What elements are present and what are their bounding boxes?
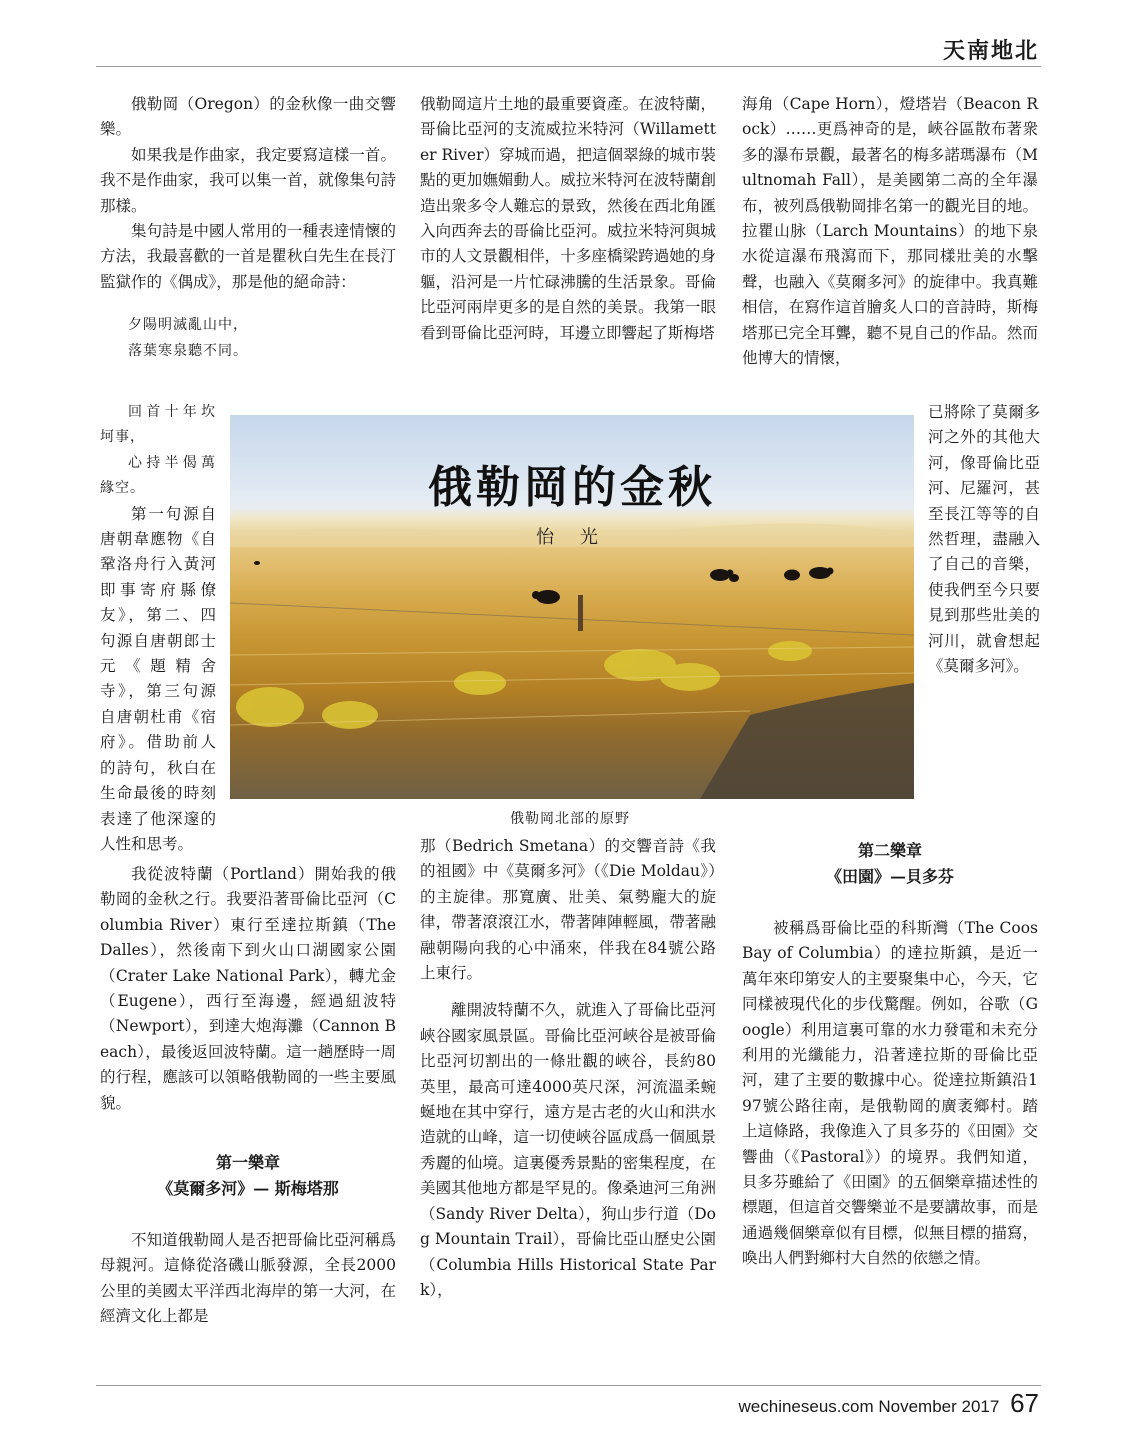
page-number: 67 [1010,1388,1039,1418]
paragraph-waterfalls: 海角（Cape Horn），燈塔岩（Beacon Rock）……更爲神奇的是，峽谷區散布著衆多的瀑布景觀，最著名的梅多諾瑪瀑布（Multnomah Fall），是美國第二高的全年瀑布，被列爲俄勒岡排名第一的觀光目的地。拉瞿山脉（Larch Mountains）的地下泉水從這瀑布飛瀉而下，那同樣壯美的水擊聲，也融入《莫爾多河》的旋律中。我真難相信，在寫作這首膾炙人口的音詩時，斯梅塔那已完全耳聾，聽不見自己的作品。然而他博大的情懷， [742,95,1038,368]
landscape-photo [230,415,914,799]
paragraph-composer: 如果我是作曲家，我定要寫這樣一首。我不是作曲家，我可以集一首，就像集句詩那樣。 [100,145,396,215]
paragraph-gorge: 離開波特蘭不久，就進入了哥倫比亞河峽谷國家風景區。哥倫比亞河峽谷是被哥倫比亞河切割出的一條壯觀的峽谷，長約80英里，最高可達4000英尺深，河流溫柔蜿蜒地在其中穿行，遠方是古老的火山和洪水造就的山峰，這一切使峽谷區成爲一個風景秀麗的仙境。這裏優秀景點的密集程度，在美國其他地方都是罕見的。像桑迪河三角洲（Sandy River Delta），狗山步行道（Dog Mountain Trail），哥倫比亞山歷史公園（Columbia Hills Historical State Park）， [420,1001,716,1299]
paragraph-itinerary: 我從波特蘭（Portland）開始我的俄勒岡的金秋之行。我要沿著哥倫比亞河（Columbia River）東行至達拉斯鎮（The Dalles），然後南下到火山口湖國家公園（Crater Lake National Park），轉尤金（Eugene），西行至海邊，經過紐波特（Newport），到達大炮海灘（Cannon Beach），最後返回波特蘭。這一趟歷時一周的行程，應該可以領略俄勒岡的一些主要風貌。 [100,865,396,1112]
header-rule [96,66,1041,67]
chapter-1-subheading: 《莫爾多河》— 斯梅塔那 [157,1179,339,1199]
chapter-2-subheading: 《田園》—貝多芬 [825,867,954,886]
footer [739,1388,1039,1419]
footer-rule [96,1385,1041,1386]
footer-date: November 2017 [878,1397,1000,1416]
column-3-narrow [928,400,1040,812]
poem [100,313,396,364]
column-2-lower [420,834,716,1380]
column-2-upper [420,92,716,402]
section-label: 天南地北 [942,39,1039,64]
column-1-upper [100,92,396,392]
footer-site: wechineseus.com [738,1397,874,1416]
paragraph-rivers: 已將除了莫爾多河之外的其他大河，像哥倫比亞河、尼羅河，甚至長江等等的自然哲理，盡融入了自己的音樂，使我們至今只要見到那些壯美的河川，就會想起《莫爾多河》。 [928,403,1040,676]
paragraph-columbia-river: 不知道俄勒岡人是否把哥倫比亞河稱爲母親河。這條從洛磯山脈發源，全長2000公里的美國太平洋西北海岸的第一大河，在經濟文化上都是 [100,1231,396,1326]
poem-line-4: 心持半偈萬緣空。 [100,454,216,497]
paragraph-willamette: 俄勒岡這片土地的最重要資產。在波特蘭，哥倫比亞河的支流威拉米特河（Willametter River）穿城而過，把這個翠綠的城市裝點的更加嫵媚動人。威拉米特河在波特蘭創造出衆多令人難忘的景致，然後在西北角匯入向西奔去的哥倫比亞河。威拉米特河與城市的人文景觀相伴，十多座橋梁跨過她的身軀，沿河是一片忙碌沸騰的生活景象。哥倫比亞河兩岸更多的是自然的美景。我第一眼看到哥倫比亞河時，耳邊立即響起了斯梅塔 [420,95,716,342]
paragraph-jiju: 集句詩是中國人常用的一種表達情懷的方法，我最喜歡的一首是瞿秋白先生在長汀監獄作的《偶成》，那是他的絕命詩： [100,222,396,291]
poem-line-1: 夕陽明滅亂山中， [128,317,248,334]
poem-line-3: 回首十年坎坷事， [100,404,216,446]
article-author: 怡 光 [536,527,608,548]
column-3-upper [742,92,1038,402]
column-1-narrow [100,400,216,853]
poem-line-2: 落葉寒泉聽不同。 [128,342,248,359]
paragraph-moldau: 那（Bedrich Smetana）的交響音詩《我的祖國》中《莫爾多河》（《Die Moldau》）的主旋律。那寬廣、壯美、氣勢龐大的旋律，帶著滾滾江水，帶著陣陣輕風，帶著融融朝陽向我的心中涌來，伴我在84號公路上東行。 [420,837,716,983]
chapter-2-heading: 第二樂章 [857,841,922,860]
column-1-lower [100,862,396,1380]
paragraph-poem-sources: 第一句源自唐朝韋應物《自鞏洛舟行入黃河即事寄府縣僚友》，第二、四句源自唐朝郎士元《題精舍寺》，第三句源自唐朝杜甫《宿府》。借助前人的詩句，秋白在生命最後的時刻表達了他深邃的人性和思考。 [100,504,216,853]
column-3-lower [742,838,1038,1380]
photo-caption: 俄勒岡北部的原野 [510,811,630,827]
article-title: 俄勒岡的金秋 [428,462,716,513]
chapter-1-heading: 第一樂章 [215,1153,280,1173]
paragraph-intro: 俄勒岡（Oregon）的金秋像一曲交響樂。 [100,95,396,139]
paragraph-dalles: 被稱爲哥倫比亞的科斯灣（The Coos Bay of Columbia）的達拉斯鎮，是近一萬年來印第安人的主要聚集中心，今天，它同樣被現代化的步伐驚醒。例如，谷歌（Google）利用這裏可靠的水力發電和未充分利用的光纖能力，沿著達拉斯的哥倫比亞河，建了主要的數據中心。從達拉斯鎮沿197號公路往南，是俄勒岡的廣袤鄉村。踏上這條路，我像進入了貝多芬的《田園》交響曲（《Pastoral》）的境界。我們知道，貝多芬雖給了《田園》的五個樂章描述性的標題，但這首交響樂並不是要講故事，而是通過幾個樂章似有目標，似無目標的描寫，喚出人們對鄉村大自然的依戀之情。 [742,919,1038,1268]
